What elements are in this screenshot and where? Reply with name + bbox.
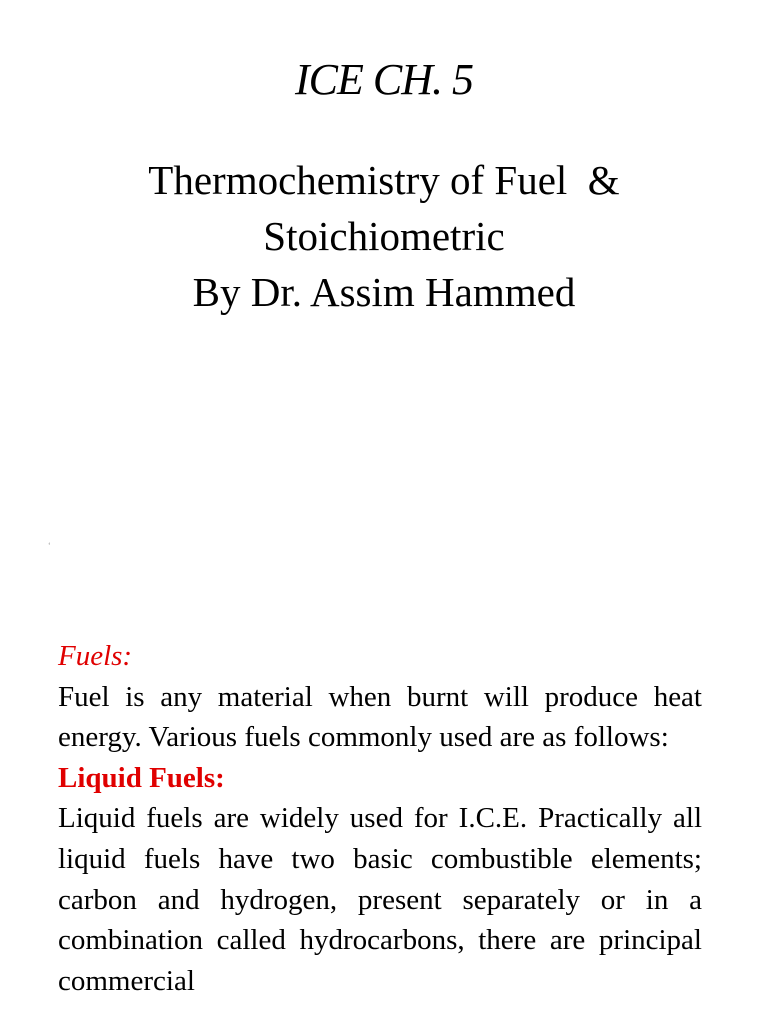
- subtitle-line-1: Thermochemistry of Fuel &: [148, 157, 620, 203]
- document-body: [58, 636, 702, 1001]
- page-title: ICE CH. 5: [295, 55, 473, 104]
- fuels-heading: Fuels:: [58, 640, 133, 672]
- stray-mark: ‘: [48, 541, 51, 550]
- liquid-fuels-heading: Liquid Fuels:: [58, 761, 225, 794]
- liquid-fuels-paragraph: Liquid fuels are widely used for I.C.E. Practically all liquid fuels have two basic combustible elements; carbon and hydrogen, present separately or in a combination called hydrocarbons, there are principal commercial: [58, 802, 702, 997]
- subtitle-line-3: By Dr. Assim Hammed: [192, 269, 576, 315]
- subtitle-line-2: Stoichiometric: [263, 213, 505, 259]
- fuels-paragraph: Fuel is any material when burnt will produce heat energy. Various fuels commonly used are as follows:: [58, 680, 702, 754]
- page-subtitle: [0, 152, 768, 320]
